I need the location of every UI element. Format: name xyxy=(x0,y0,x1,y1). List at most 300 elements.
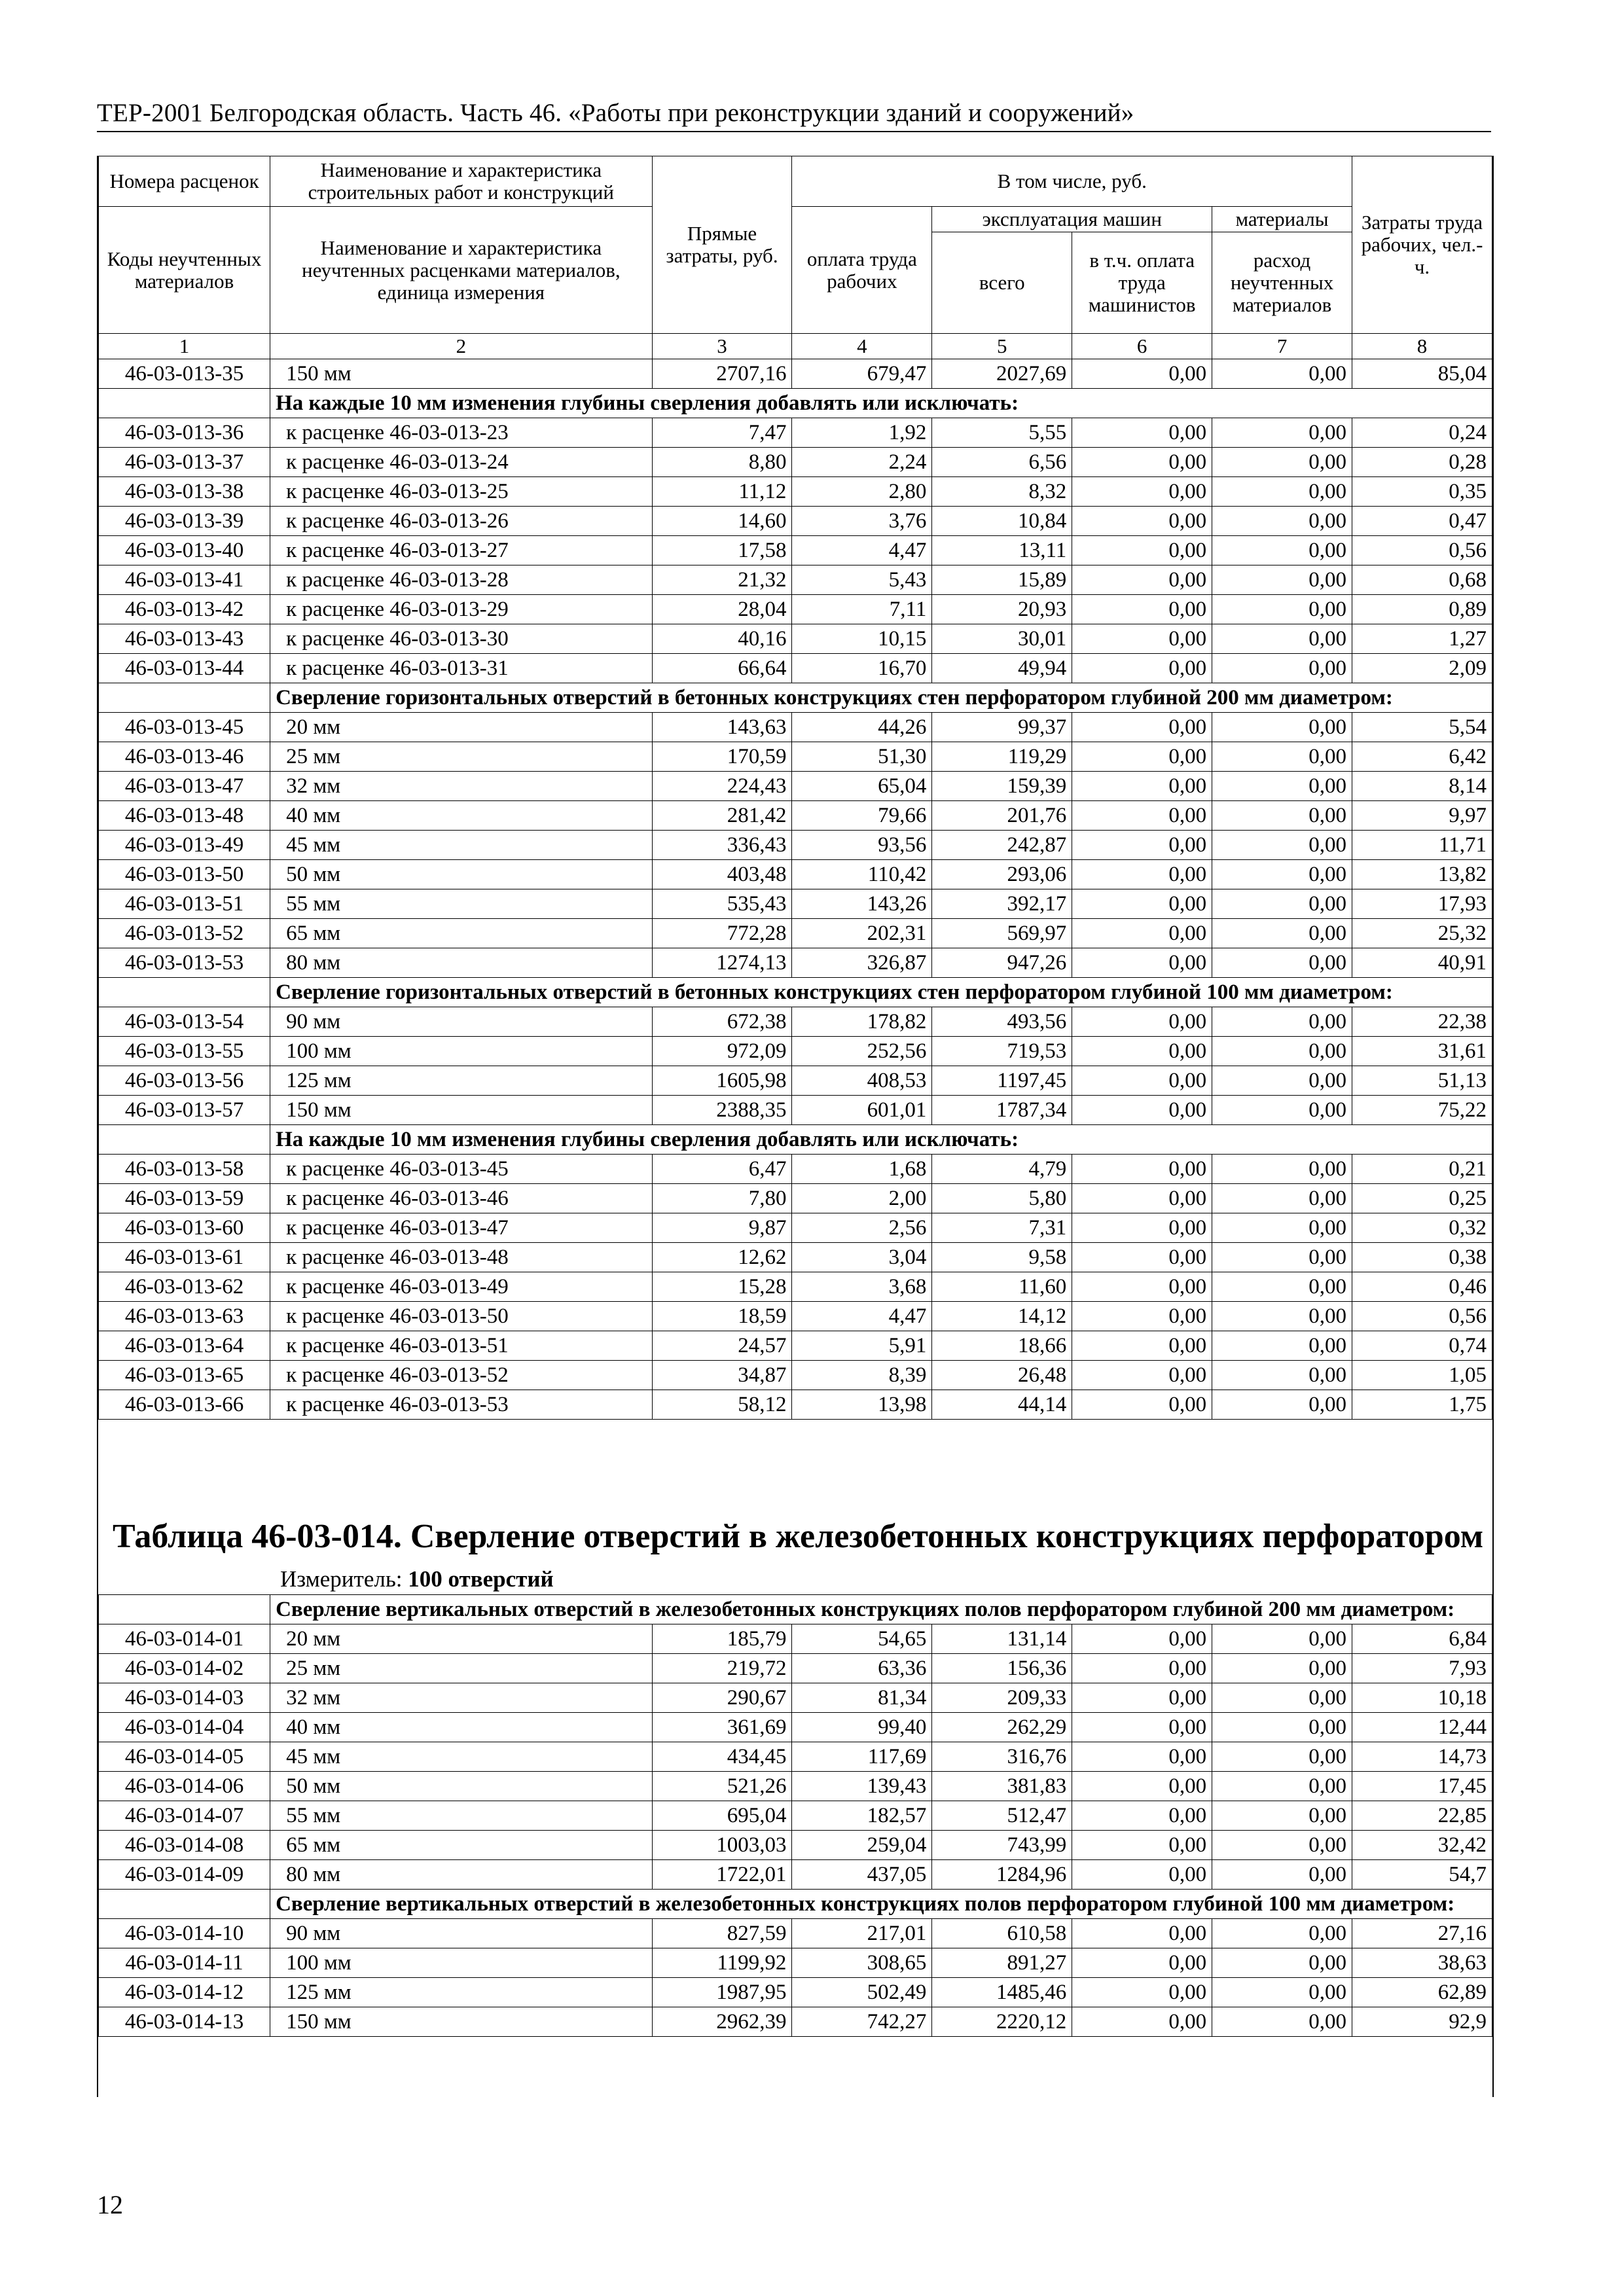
rates-table-2-body xyxy=(99,1595,1492,2037)
direct-costs: 290,67 xyxy=(652,1683,792,1713)
labor-hours: 0,38 xyxy=(1352,1243,1492,1272)
rate-name: 50 мм xyxy=(270,860,652,889)
table-row xyxy=(99,1742,1492,1772)
machines-total: 20,93 xyxy=(932,595,1072,624)
column-number: 8 xyxy=(1352,334,1492,359)
labor-hours: 0,28 xyxy=(1352,448,1492,477)
materials-cost: 0,00 xyxy=(1212,477,1352,507)
header-machines: эксплуатация машин xyxy=(932,207,1212,232)
direct-costs: 2962,39 xyxy=(652,2007,792,2037)
materials-cost: 0,00 xyxy=(1212,1037,1352,1066)
worker-pay: 217,01 xyxy=(792,1919,932,1948)
machinist-pay: 0,00 xyxy=(1072,654,1212,683)
measure-value: 100 отверстий xyxy=(408,1566,554,1592)
table-row xyxy=(99,1948,1492,1978)
machinist-pay: 0,00 xyxy=(1072,860,1212,889)
rate-code: 46-03-014-08 xyxy=(99,1831,270,1860)
rate-code: 46-03-013-65 xyxy=(99,1361,270,1390)
rate-code: 46-03-014-06 xyxy=(99,1772,270,1801)
rate-code: 46-03-013-66 xyxy=(99,1390,270,1420)
table-row xyxy=(99,2007,1492,2037)
rate-name: 150 мм xyxy=(270,1096,652,1125)
labor-hours: 0,24 xyxy=(1352,418,1492,448)
section-row xyxy=(99,1125,1492,1155)
table-row xyxy=(99,1007,1492,1037)
section-heading: Сверление горизонтальных отверстий в бетонных конструкциях стен перфоратором глубиной 100 мм диаметром: xyxy=(270,978,1492,1007)
materials-cost: 0,00 xyxy=(1212,1948,1352,1978)
machines-total: 242,87 xyxy=(932,831,1072,860)
rate-name: 20 мм xyxy=(270,713,652,742)
rate-code: 46-03-013-40 xyxy=(99,536,270,565)
direct-costs: 15,28 xyxy=(652,1272,792,1302)
rate-name: к расценке 46-03-013-47 xyxy=(270,1213,652,1243)
rate-code: 46-03-014-11 xyxy=(99,1948,270,1978)
rate-code: 46-03-013-50 xyxy=(99,860,270,889)
column-number: 1 xyxy=(99,334,270,359)
materials-cost: 0,00 xyxy=(1212,831,1352,860)
direct-costs: 66,64 xyxy=(652,654,792,683)
machines-total: 15,89 xyxy=(932,565,1072,595)
machines-total: 293,06 xyxy=(932,860,1072,889)
materials-cost: 0,00 xyxy=(1212,565,1352,595)
table-row xyxy=(99,1801,1492,1831)
machinist-pay: 0,00 xyxy=(1072,565,1212,595)
worker-pay: 54,65 xyxy=(792,1624,932,1654)
rate-code: 46-03-013-47 xyxy=(99,772,270,801)
machines-total: 209,33 xyxy=(932,1683,1072,1713)
machines-total: 159,39 xyxy=(932,772,1072,801)
direct-costs: 1605,98 xyxy=(652,1066,792,1096)
section-code-cell xyxy=(99,683,270,713)
machines-total: 10,84 xyxy=(932,507,1072,536)
worker-pay: 437,05 xyxy=(792,1860,932,1890)
machinist-pay: 0,00 xyxy=(1072,742,1212,772)
header-direct-costs: Прямые затраты, руб. xyxy=(652,156,792,334)
column-number: 3 xyxy=(652,334,792,359)
table-row xyxy=(99,1713,1492,1742)
table-row xyxy=(99,1831,1492,1860)
materials-cost: 0,00 xyxy=(1212,624,1352,654)
table-row xyxy=(99,448,1492,477)
machinist-pay: 0,00 xyxy=(1072,1831,1212,1860)
section-code-cell xyxy=(99,978,270,1007)
labor-hours: 38,63 xyxy=(1352,1948,1492,1978)
rate-code: 46-03-013-49 xyxy=(99,831,270,860)
table-row xyxy=(99,595,1492,624)
rate-name: 25 мм xyxy=(270,1654,652,1683)
machinist-pay: 0,00 xyxy=(1072,1742,1212,1772)
worker-pay: 502,49 xyxy=(792,1978,932,2007)
table-row xyxy=(99,536,1492,565)
machinist-pay: 0,00 xyxy=(1072,1007,1212,1037)
table-row xyxy=(99,860,1492,889)
column-number: 5 xyxy=(932,334,1072,359)
labor-hours: 0,21 xyxy=(1352,1155,1492,1184)
machinist-pay: 0,00 xyxy=(1072,536,1212,565)
materials-cost: 0,00 xyxy=(1212,1361,1352,1390)
machines-total: 5,80 xyxy=(932,1184,1072,1213)
labor-hours: 0,35 xyxy=(1352,477,1492,507)
materials-cost: 0,00 xyxy=(1212,1213,1352,1243)
labor-hours: 31,61 xyxy=(1352,1037,1492,1066)
worker-pay: 178,82 xyxy=(792,1007,932,1037)
materials-cost: 0,00 xyxy=(1212,654,1352,683)
header-codes: Номера расценок xyxy=(99,156,270,207)
rate-code: 46-03-013-44 xyxy=(99,654,270,683)
rate-name: 100 мм xyxy=(270,1037,652,1066)
header-unaccounted-materials: расход неучтенных материалов xyxy=(1212,232,1352,334)
labor-hours: 22,85 xyxy=(1352,1801,1492,1831)
materials-cost: 0,00 xyxy=(1212,713,1352,742)
worker-pay: 10,15 xyxy=(792,624,932,654)
rate-name: 55 мм xyxy=(270,889,652,919)
rate-code: 46-03-013-61 xyxy=(99,1243,270,1272)
direct-costs: 972,09 xyxy=(652,1037,792,1066)
rate-code: 46-03-013-45 xyxy=(99,713,270,742)
labor-hours: 14,73 xyxy=(1352,1742,1492,1772)
table-row xyxy=(99,359,1492,389)
column-number: 2 xyxy=(270,334,652,359)
machines-total: 5,55 xyxy=(932,418,1072,448)
machinist-pay: 0,00 xyxy=(1072,1037,1212,1066)
rate-name: 40 мм xyxy=(270,1713,652,1742)
machines-total: 156,36 xyxy=(932,1654,1072,1683)
rate-name: 45 мм xyxy=(270,1742,652,1772)
machinist-pay: 0,00 xyxy=(1072,1066,1212,1096)
direct-costs: 672,38 xyxy=(652,1007,792,1037)
rate-code: 46-03-013-42 xyxy=(99,595,270,624)
worker-pay: 1,68 xyxy=(792,1155,932,1184)
labor-hours: 0,89 xyxy=(1352,595,1492,624)
rate-name: к расценке 46-03-013-25 xyxy=(270,477,652,507)
rate-code: 46-03-013-56 xyxy=(99,1066,270,1096)
rate-code: 46-03-014-01 xyxy=(99,1624,270,1654)
machines-total: 1284,96 xyxy=(932,1860,1072,1890)
table-row xyxy=(99,889,1492,919)
machines-total: 381,83 xyxy=(932,1772,1072,1801)
direct-costs: 18,59 xyxy=(652,1302,792,1331)
direct-costs: 7,80 xyxy=(652,1184,792,1213)
machinist-pay: 0,00 xyxy=(1072,801,1212,831)
machines-total: 719,53 xyxy=(932,1037,1072,1066)
rate-code: 46-03-013-60 xyxy=(99,1213,270,1243)
machines-total: 569,97 xyxy=(932,919,1072,948)
materials-cost: 0,00 xyxy=(1212,1801,1352,1831)
materials-cost: 0,00 xyxy=(1212,1624,1352,1654)
machinist-pay: 0,00 xyxy=(1072,1978,1212,2007)
rate-name: 150 мм xyxy=(270,359,652,389)
rate-code: 46-03-013-48 xyxy=(99,801,270,831)
header-names: Наименование и характеристика строительных работ и конструкций xyxy=(270,156,652,207)
machines-total: 26,48 xyxy=(932,1361,1072,1390)
machinist-pay: 0,00 xyxy=(1072,507,1212,536)
direct-costs: 1987,95 xyxy=(652,1978,792,2007)
worker-pay: 63,36 xyxy=(792,1654,932,1683)
worker-pay: 81,34 xyxy=(792,1683,932,1713)
direct-costs: 827,59 xyxy=(652,1919,792,1948)
rate-code: 46-03-014-02 xyxy=(99,1654,270,1683)
rate-code: 46-03-013-59 xyxy=(99,1184,270,1213)
materials-cost: 0,00 xyxy=(1212,919,1352,948)
materials-cost: 0,00 xyxy=(1212,1390,1352,1420)
table-row xyxy=(99,1096,1492,1125)
rate-name: к расценке 46-03-013-23 xyxy=(270,418,652,448)
rate-name: 65 мм xyxy=(270,919,652,948)
direct-costs: 9,87 xyxy=(652,1213,792,1243)
table-row xyxy=(99,1213,1492,1243)
worker-pay: 2,00 xyxy=(792,1184,932,1213)
direct-costs: 1722,01 xyxy=(652,1860,792,1890)
rate-name: 90 мм xyxy=(270,1919,652,1948)
direct-costs: 21,32 xyxy=(652,565,792,595)
direct-costs: 40,16 xyxy=(652,624,792,654)
rate-name: 25 мм xyxy=(270,742,652,772)
worker-pay: 3,68 xyxy=(792,1272,932,1302)
labor-hours: 0,46 xyxy=(1352,1272,1492,1302)
labor-hours: 85,04 xyxy=(1352,359,1492,389)
labor-hours: 1,05 xyxy=(1352,1361,1492,1390)
machines-total: 44,14 xyxy=(932,1390,1072,1420)
header-material-codes: Коды неучтенных материалов xyxy=(99,207,270,334)
machines-total: 947,26 xyxy=(932,948,1072,978)
section-row xyxy=(99,683,1492,713)
worker-pay: 79,66 xyxy=(792,801,932,831)
labor-hours: 0,74 xyxy=(1352,1331,1492,1361)
machinist-pay: 0,00 xyxy=(1072,1302,1212,1331)
labor-hours: 22,38 xyxy=(1352,1007,1492,1037)
machines-total: 119,29 xyxy=(932,742,1072,772)
materials-cost: 0,00 xyxy=(1212,536,1352,565)
direct-costs: 34,87 xyxy=(652,1361,792,1390)
materials-cost: 0,00 xyxy=(1212,742,1352,772)
machines-total: 8,32 xyxy=(932,477,1072,507)
rate-name: к расценке 46-03-013-30 xyxy=(270,624,652,654)
worker-pay: 117,69 xyxy=(792,1742,932,1772)
table-row xyxy=(99,772,1492,801)
table-row xyxy=(99,1683,1492,1713)
worker-pay: 2,56 xyxy=(792,1213,932,1243)
direct-costs: 1003,03 xyxy=(652,1831,792,1860)
materials-cost: 0,00 xyxy=(1212,1243,1352,1272)
rate-code: 46-03-013-38 xyxy=(99,477,270,507)
rate-name: к расценке 46-03-013-50 xyxy=(270,1302,652,1331)
machines-total: 9,58 xyxy=(932,1243,1072,1272)
table-row xyxy=(99,1772,1492,1801)
worker-pay: 3,04 xyxy=(792,1243,932,1272)
labor-hours: 8,14 xyxy=(1352,772,1492,801)
machinist-pay: 0,00 xyxy=(1072,1272,1212,1302)
labor-hours: 13,82 xyxy=(1352,860,1492,889)
table-row xyxy=(99,1243,1492,1272)
machinist-pay: 0,00 xyxy=(1072,1654,1212,1683)
worker-pay: 679,47 xyxy=(792,359,932,389)
rate-name: 100 мм xyxy=(270,1948,652,1978)
worker-pay: 16,70 xyxy=(792,654,932,683)
rate-name: к расценке 46-03-013-26 xyxy=(270,507,652,536)
materials-cost: 0,00 xyxy=(1212,1066,1352,1096)
direct-costs: 170,59 xyxy=(652,742,792,772)
rate-code: 46-03-013-52 xyxy=(99,919,270,948)
machinist-pay: 0,00 xyxy=(1072,1213,1212,1243)
direct-costs: 58,12 xyxy=(652,1390,792,1420)
table-row xyxy=(99,1066,1492,1096)
rates-table-body xyxy=(99,156,1492,1420)
labor-hours: 40,91 xyxy=(1352,948,1492,978)
rate-code: 46-03-013-63 xyxy=(99,1302,270,1331)
labor-hours: 12,44 xyxy=(1352,1713,1492,1742)
rate-code: 46-03-014-07 xyxy=(99,1801,270,1831)
machinist-pay: 0,00 xyxy=(1072,831,1212,860)
rate-code: 46-03-013-39 xyxy=(99,507,270,536)
direct-costs: 695,04 xyxy=(652,1801,792,1831)
table-row xyxy=(99,477,1492,507)
header-worker-pay: оплата труда рабочих xyxy=(792,207,932,334)
rate-name: 65 мм xyxy=(270,1831,652,1860)
table-row xyxy=(99,948,1492,978)
table-row xyxy=(99,1155,1492,1184)
worker-pay: 139,43 xyxy=(792,1772,932,1801)
machinist-pay: 0,00 xyxy=(1072,1919,1212,1948)
machines-total: 262,29 xyxy=(932,1713,1072,1742)
machines-total: 891,27 xyxy=(932,1948,1072,1978)
labor-hours: 6,42 xyxy=(1352,742,1492,772)
rate-name: 50 мм xyxy=(270,1772,652,1801)
machinist-pay: 0,00 xyxy=(1072,919,1212,948)
materials-cost: 0,00 xyxy=(1212,2007,1352,2037)
machines-total: 1787,34 xyxy=(932,1096,1072,1125)
rate-name: к расценке 46-03-013-51 xyxy=(270,1331,652,1361)
rate-name: 80 мм xyxy=(270,1860,652,1890)
header-machinist-pay: в т.ч. оплата труда машинистов xyxy=(1072,232,1212,334)
direct-costs: 434,45 xyxy=(652,1742,792,1772)
machines-total: 2027,69 xyxy=(932,359,1072,389)
machines-total: 2220,12 xyxy=(932,2007,1072,2037)
labor-hours: 92,9 xyxy=(1352,2007,1492,2037)
machinist-pay: 0,00 xyxy=(1072,948,1212,978)
labor-hours: 10,18 xyxy=(1352,1683,1492,1713)
section-code-cell xyxy=(99,1890,270,1919)
labor-hours: 17,45 xyxy=(1352,1772,1492,1801)
machinist-pay: 0,00 xyxy=(1072,418,1212,448)
direct-costs: 143,63 xyxy=(652,713,792,742)
direct-costs: 1199,92 xyxy=(652,1948,792,1978)
section-code-cell xyxy=(99,1595,270,1624)
labor-hours: 0,47 xyxy=(1352,507,1492,536)
materials-cost: 0,00 xyxy=(1212,1096,1352,1125)
labor-hours: 0,68 xyxy=(1352,565,1492,595)
machines-total: 4,79 xyxy=(932,1155,1072,1184)
rate-code: 46-03-014-12 xyxy=(99,1978,270,2007)
direct-costs: 1274,13 xyxy=(652,948,792,978)
machines-total: 316,76 xyxy=(932,1742,1072,1772)
header-row-2 xyxy=(99,207,1492,232)
rate-name: к расценке 46-03-013-31 xyxy=(270,654,652,683)
direct-costs: 403,48 xyxy=(652,860,792,889)
labor-hours: 0,56 xyxy=(1352,536,1492,565)
machinist-pay: 0,00 xyxy=(1072,1096,1212,1125)
header-labor-costs: Затраты труда рабочих, чел.-ч. xyxy=(1352,156,1492,334)
worker-pay: 93,56 xyxy=(792,831,932,860)
machinist-pay: 0,00 xyxy=(1072,1683,1212,1713)
rate-code: 46-03-013-37 xyxy=(99,448,270,477)
table-row xyxy=(99,1390,1492,1420)
materials-cost: 0,00 xyxy=(1212,1272,1352,1302)
materials-cost: 0,00 xyxy=(1212,772,1352,801)
materials-cost: 0,00 xyxy=(1212,595,1352,624)
labor-hours: 27,16 xyxy=(1352,1919,1492,1948)
section-heading: На каждые 10 мм изменения глубины сверления добавлять или исключать: xyxy=(270,1125,1492,1155)
page-number: 12 xyxy=(97,2190,123,2219)
worker-pay: 65,04 xyxy=(792,772,932,801)
direct-costs: 11,12 xyxy=(652,477,792,507)
rate-code: 46-03-013-55 xyxy=(99,1037,270,1066)
materials-cost: 0,00 xyxy=(1212,860,1352,889)
section-heading: Сверление горизонтальных отверстий в бетонных конструкциях стен перфоратором глубиной 200 мм диаметром: xyxy=(270,683,1492,713)
materials-cost: 0,00 xyxy=(1212,1860,1352,1890)
table-row xyxy=(99,1978,1492,2007)
worker-pay: 110,42 xyxy=(792,860,932,889)
rate-name: 45 мм xyxy=(270,831,652,860)
machinist-pay: 0,00 xyxy=(1072,713,1212,742)
direct-costs: 8,80 xyxy=(652,448,792,477)
direct-costs: 14,60 xyxy=(652,507,792,536)
table-row xyxy=(99,1361,1492,1390)
direct-costs: 2707,16 xyxy=(652,359,792,389)
machines-total: 201,76 xyxy=(932,801,1072,831)
direct-costs: 219,72 xyxy=(652,1654,792,1683)
direct-costs: 17,58 xyxy=(652,536,792,565)
machines-total: 743,99 xyxy=(932,1831,1072,1860)
table-row xyxy=(99,1624,1492,1654)
table-row xyxy=(99,507,1492,536)
machinist-pay: 0,00 xyxy=(1072,448,1212,477)
worker-pay: 2,80 xyxy=(792,477,932,507)
rate-name: 32 мм xyxy=(270,772,652,801)
table-title: Таблица 46-03-014. Сверление отверстий в железобетонных конструкциях перфоратором xyxy=(113,1518,1484,1555)
header-materials: материалы xyxy=(1212,207,1352,232)
rate-code: 46-03-013-36 xyxy=(99,418,270,448)
worker-pay: 5,43 xyxy=(792,565,932,595)
rate-name: к расценке 46-03-013-53 xyxy=(270,1390,652,1420)
worker-pay: 44,26 xyxy=(792,713,932,742)
machines-total: 610,58 xyxy=(932,1919,1072,1948)
rates-table-2 xyxy=(98,1594,1492,2037)
materials-cost: 0,00 xyxy=(1212,1772,1352,1801)
table-row xyxy=(99,801,1492,831)
direct-costs: 24,57 xyxy=(652,1331,792,1361)
machines-total: 1197,45 xyxy=(932,1066,1072,1096)
direct-costs: 28,04 xyxy=(652,595,792,624)
table-row xyxy=(99,713,1492,742)
column-number: 7 xyxy=(1212,334,1352,359)
machines-total: 30,01 xyxy=(932,624,1072,654)
machines-total: 512,47 xyxy=(932,1801,1072,1831)
rate-name: к расценке 46-03-013-29 xyxy=(270,595,652,624)
machinist-pay: 0,00 xyxy=(1072,1801,1212,1831)
machines-total: 99,37 xyxy=(932,713,1072,742)
materials-cost: 0,00 xyxy=(1212,1155,1352,1184)
header-in-total: В том числе, руб. xyxy=(792,156,1352,207)
section-code-cell xyxy=(99,389,270,418)
worker-pay: 99,40 xyxy=(792,1713,932,1742)
machinist-pay: 0,00 xyxy=(1072,1155,1212,1184)
rate-code: 46-03-014-09 xyxy=(99,1860,270,1890)
direct-costs: 361,69 xyxy=(652,1713,792,1742)
rate-code: 46-03-014-03 xyxy=(99,1683,270,1713)
column-number-row xyxy=(99,334,1492,359)
machinist-pay: 0,00 xyxy=(1072,1361,1212,1390)
rate-code: 46-03-013-41 xyxy=(99,565,270,595)
